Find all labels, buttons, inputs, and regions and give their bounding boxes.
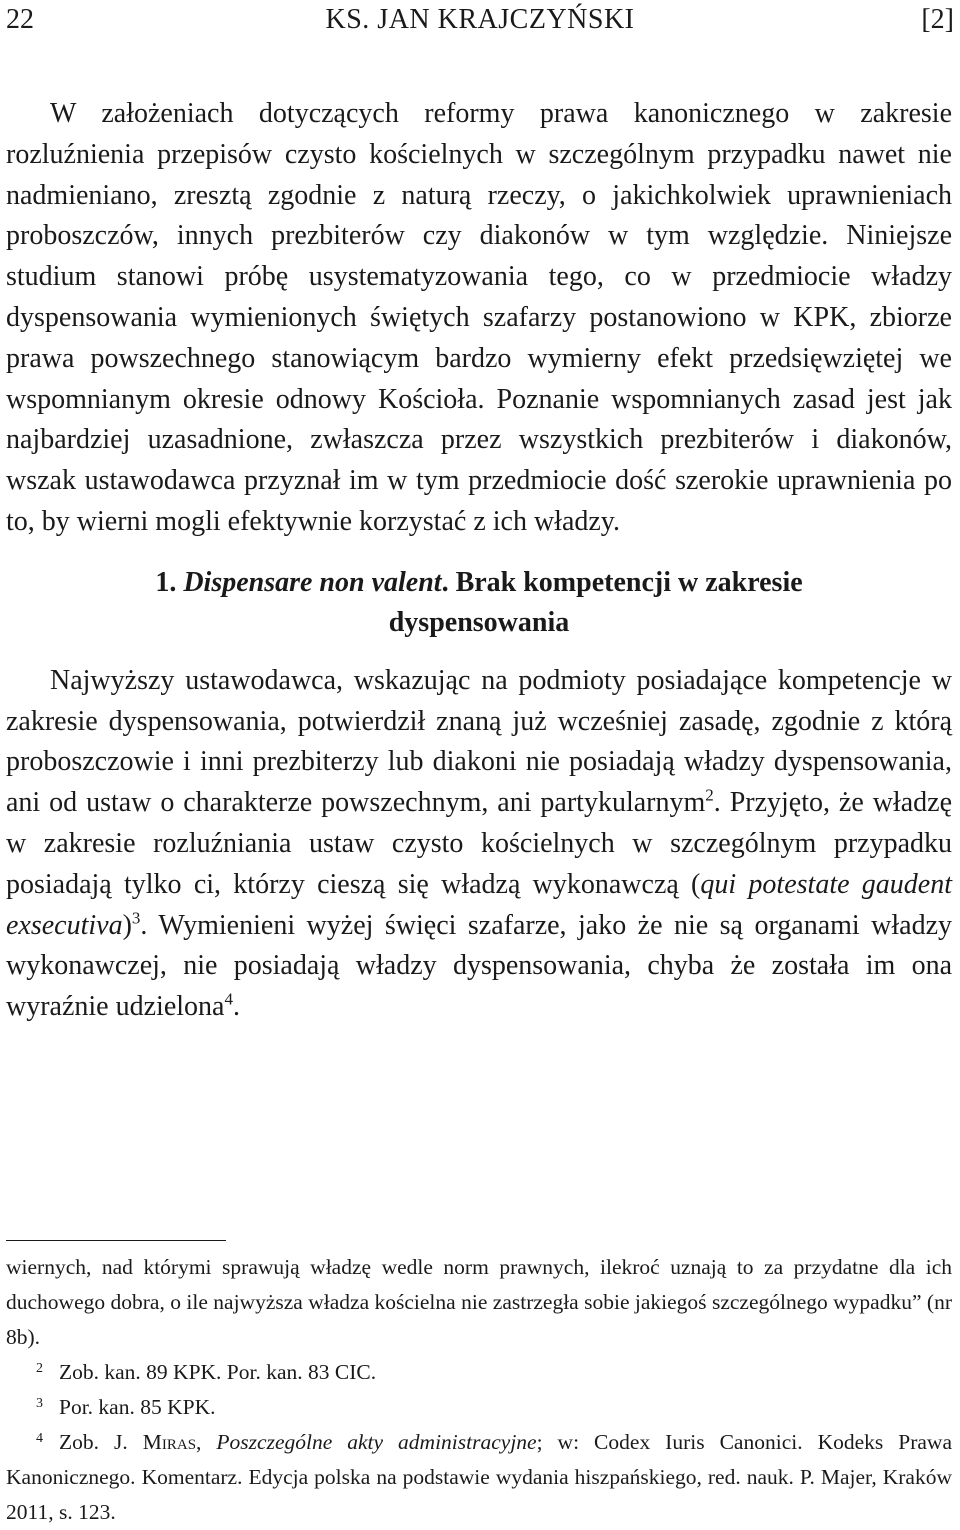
section-heading (6, 563, 952, 643)
author-rest: AN KRAJCZYŃSKI (388, 4, 635, 35)
latin-phrase: qui potestate gaudent exsecutiva (6, 868, 952, 941)
footnote-ref-4[interactable]: 4 (224, 989, 233, 1009)
running-author (6, 4, 954, 36)
work-title: Poszczególne akty administracyjne (216, 1430, 537, 1454)
footnote-ref-3[interactable]: 3 (131, 908, 141, 928)
footnote-text: Zob. kan. 89 KPK. Por. kan. 83 CIC. (59, 1360, 377, 1384)
footnote-text: Por. kan. 85 KPK. (59, 1395, 216, 1419)
footnote-3 (6, 1390, 952, 1425)
footnote-4 (6, 1425, 952, 1530)
heading-number: 1. (155, 566, 177, 598)
text-run: ) (122, 909, 132, 941)
text-run: ; w: Codex Iuris Canonici. Kodeks Prawa Kanonicznego. Komentarz. Edycja polska na podstawie wydania hiszpańskiego, red. nauk. P. Majer, Kraków 2011, s. 123. (6, 1430, 952, 1524)
author-smallcaps: iras (161, 1430, 197, 1454)
running-header (6, 4, 954, 40)
footnotes (6, 1250, 952, 1530)
text-run: Zob. J. M (59, 1430, 162, 1454)
footnote-mark: 3 (36, 1396, 43, 1411)
page-number: 22 (6, 4, 34, 35)
paragraph-intro: W założeniach dotyczących reformy prawa kanonicznego w zakresie rozluźnienia przepisów czysto kościelnych w szczególnym przypadku nawet nie nadmieniano, zresztą zgodnie z naturą rzeczy, o jakichkolwiek uprawnieniach proboszczów, innych prezbiterów czy diakonów w tym względzie. Niniejsze studium stanowi próbę usystematyzowania tego, co w przedmiocie władzy dyspensowania wymienionych świętych szafarzy postanowiono w KPK, zbiorze prawa powszechnego stanowiącym bardzo wymierny efekt przedsięwziętej we wspomnianym okresie odnowy Kościoła. Poznanie wspomnianych zasad jest jak najbardziej uzasadnione, zwłaszcza przez wszystkich prezbiterów i diakonów, wszak ustawodawca przyznał im w tym przedmiocie dość szerokie uprawnienia po to, by wierni mogli efektywnie korzystać z ich władzy. (6, 98, 952, 537)
heading-latin: Dispensare non valent (183, 566, 442, 598)
section-ref: [2] (921, 4, 954, 35)
paragraph-dispensing (6, 661, 952, 1028)
footnote-mark: 2 (36, 1361, 43, 1376)
footnote-text (6, 1425, 952, 1530)
footnote-separator (6, 1240, 226, 1241)
footnote-2 (6, 1355, 952, 1390)
heading-title: . Brak kompetencji w zakresie (441, 566, 803, 598)
text-run: . (232, 991, 240, 1023)
text-run: Najwyższy ustawodawca, wskazując na podmioty posiadające kompetencje w zakresie dyspensowania, potwierdził znaną już wcześniej zasadę, zgodnie z którą proboszczowie i inni prezbiterzy lub diakoni nie posiadają władzy dyspensowania, ani od ustaw o charakterze powszechnym, ani partykularnym (6, 664, 952, 819)
footnote-ref-2[interactable]: 2 (705, 785, 714, 805)
body-text (6, 94, 952, 1028)
text-run: . Wymienieni wyżej święci szafarze, jako że nie są organami władzy wykonawczej, nie posiadają władzy dyspensowania, chyba że została im ona wyraźnie udzielona (6, 909, 952, 1023)
footnote-mark: 4 (36, 1431, 43, 1446)
heading-title-line2: dyspensowania (388, 606, 570, 638)
text-run: . Przyjęto, że władzę w zakresie rozluźniania ustaw czysto kościelnych w szczególnym przypadku posiadają tylko ci, którzy cieszą się władzą wykonawczą ( (6, 787, 952, 900)
text-run: , (196, 1430, 217, 1454)
footnote-continuation: wiernych, nad którymi sprawują władzę wedle norm prawnych, ilekroć uznają to za przydatne dla ich duchowego dobra, o ile najwyższa władza kościelna nie zastrzegła sobie jakiegoś szczególnego wypadku” (nr 8b). (6, 1255, 952, 1349)
author-prefix: KS. J (325, 4, 389, 35)
